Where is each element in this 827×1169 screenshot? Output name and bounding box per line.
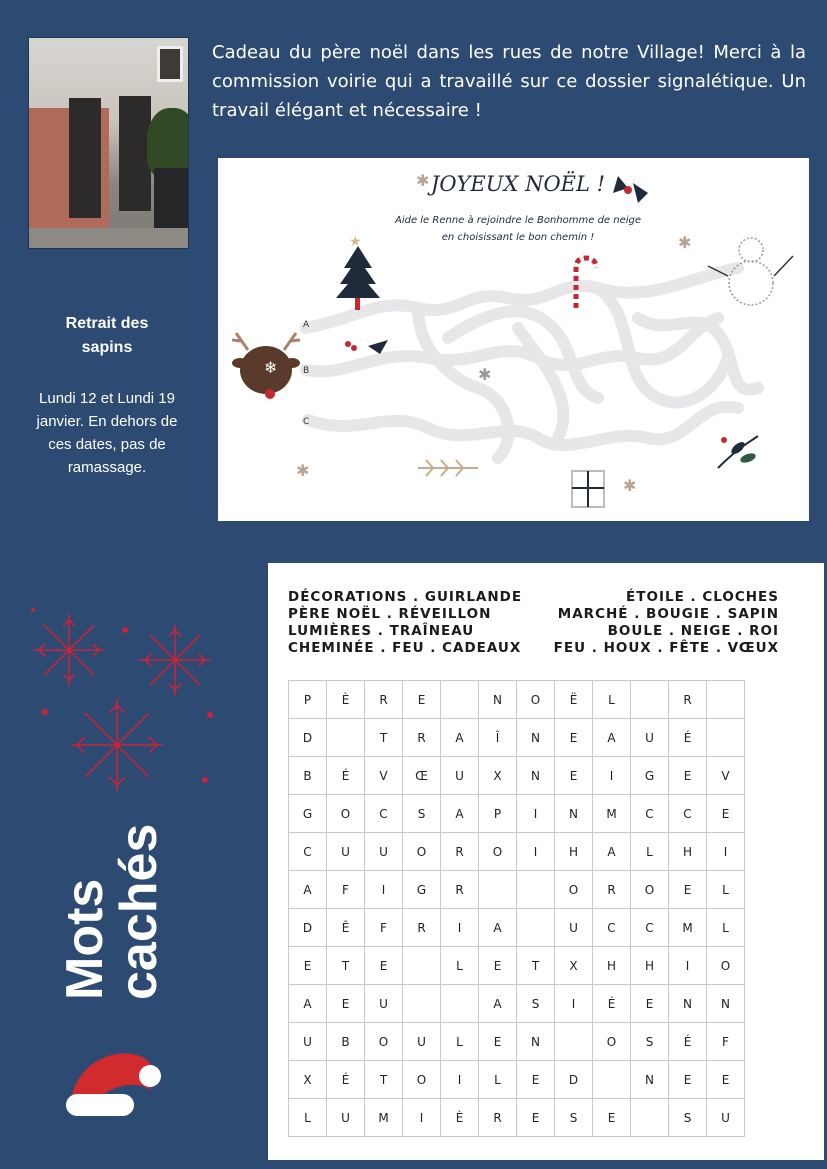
- grid-cell[interactable]: V: [365, 757, 403, 795]
- grid-cell[interactable]: X: [555, 947, 593, 985]
- grid-cell[interactable]: H: [631, 947, 669, 985]
- branch-icon: [418, 460, 478, 476]
- svg-text:✱: ✱: [416, 171, 430, 190]
- grid-cell[interactable]: E: [555, 719, 593, 757]
- grid-cell[interactable]: T: [365, 1061, 403, 1099]
- grid-cell[interactable]: D: [555, 1061, 593, 1099]
- grid-cell[interactable]: E: [289, 947, 327, 985]
- grid-cell[interactable]: A: [289, 985, 327, 1023]
- grid-cell[interactable]: N: [479, 681, 517, 719]
- grid-cell[interactable]: Œ: [403, 757, 441, 795]
- grid-cell[interactable]: G: [289, 795, 327, 833]
- grid-cell[interactable]: E: [669, 871, 707, 909]
- maze-label-c: C: [303, 417, 310, 427]
- grid-cell[interactable]: I: [365, 871, 403, 909]
- grid-cell[interactable]: N: [707, 985, 745, 1023]
- grid-cell[interactable]: T: [327, 947, 365, 985]
- grid-cell[interactable]: N: [555, 795, 593, 833]
- grid-cell[interactable]: F: [365, 909, 403, 947]
- grid-cell[interactable]: O: [479, 833, 517, 871]
- grid-cell[interactable]: R: [593, 871, 631, 909]
- svg-text:★: ★: [349, 234, 362, 250]
- grid-cell[interactable]: R: [669, 681, 707, 719]
- svg-text:✱: ✱: [478, 365, 492, 384]
- grid-cell[interactable]: É: [327, 1061, 365, 1099]
- grid-cell[interactable]: L: [441, 947, 479, 985]
- grid-cell[interactable]: E: [707, 1061, 745, 1099]
- grid-cell[interactable]: A: [479, 985, 517, 1023]
- grid-cell[interactable]: S: [669, 1099, 707, 1137]
- grid-cell[interactable]: Ë: [555, 681, 593, 719]
- grid-cell[interactable]: O: [555, 871, 593, 909]
- maze-label-b: B: [303, 366, 310, 376]
- grid-cell[interactable]: [327, 719, 365, 757]
- grid-cell[interactable]: É: [593, 985, 631, 1023]
- grid-cell[interactable]: S: [631, 1023, 669, 1061]
- grid-cell[interactable]: [441, 985, 479, 1023]
- grid-cell[interactable]: L: [593, 681, 631, 719]
- grid-cell[interactable]: M: [365, 1099, 403, 1137]
- grid-cell[interactable]: R: [479, 1099, 517, 1137]
- grid-cell[interactable]: E: [479, 947, 517, 985]
- grid-cell[interactable]: F: [707, 1023, 745, 1061]
- word-search-panel: [268, 563, 824, 1160]
- grid-cell[interactable]: O: [365, 1023, 403, 1061]
- grid-cell[interactable]: O: [707, 947, 745, 985]
- grid-cell[interactable]: T: [365, 719, 403, 757]
- grid-cell[interactable]: C: [289, 833, 327, 871]
- grid-cell[interactable]: O: [593, 1023, 631, 1061]
- intro-text: Cadeau du père noël dans les rues de notre Village! Merci à la commission voirie qui a travaillé sur ce dossier signalétique. Un travail élégant et nécessaire !: [212, 42, 806, 121]
- grid-cell[interactable]: M: [593, 795, 631, 833]
- grid-cell[interactable]: R: [403, 719, 441, 757]
- signage-photo: [28, 37, 189, 249]
- grid-cell[interactable]: U: [707, 1099, 745, 1137]
- grid-cell[interactable]: H: [669, 833, 707, 871]
- grid-cell[interactable]: E: [669, 1061, 707, 1099]
- snowflakes-decoration: [25, 600, 225, 800]
- grid-cell[interactable]: O: [631, 871, 669, 909]
- grid-cell[interactable]: A: [441, 719, 479, 757]
- grid-cell[interactable]: [555, 1023, 593, 1061]
- grid-cell[interactable]: R: [441, 833, 479, 871]
- grid-cell[interactable]: U: [631, 719, 669, 757]
- grid-cell[interactable]: X: [479, 757, 517, 795]
- grid-cell[interactable]: E: [555, 757, 593, 795]
- grid-cell[interactable]: N: [631, 1061, 669, 1099]
- gift-icon: [572, 471, 604, 507]
- grid-cell[interactable]: R: [403, 909, 441, 947]
- grid-cell[interactable]: U: [289, 1023, 327, 1061]
- grid-cell[interactable]: B: [289, 757, 327, 795]
- grid-row: [289, 871, 745, 909]
- grid-cell[interactable]: [631, 681, 669, 719]
- grid-cell[interactable]: L: [479, 1061, 517, 1099]
- grid-cell[interactable]: I: [669, 947, 707, 985]
- grid-cell[interactable]: A: [593, 833, 631, 871]
- grid-cell[interactable]: U: [403, 1023, 441, 1061]
- grid-cell[interactable]: [517, 909, 555, 947]
- grid-cell[interactable]: É: [669, 1023, 707, 1061]
- grid-cell[interactable]: I: [517, 795, 555, 833]
- grid-cell[interactable]: P: [289, 681, 327, 719]
- grid-cell[interactable]: I: [593, 757, 631, 795]
- grid-cell[interactable]: V: [707, 757, 745, 795]
- grid-cell[interactable]: È: [441, 1099, 479, 1137]
- grid-cell[interactable]: C: [669, 795, 707, 833]
- sidebar-title: Retrait des sapins: [65, 315, 149, 356]
- grid-cell[interactable]: D: [289, 719, 327, 757]
- grid-cell[interactable]: [479, 871, 517, 909]
- word-list-right: ÉTOILE . CLOCHES MARCHÉ . BOUGIE . SAPIN BOULE . NEIGE . ROI FEU . HOUX . FÊTE . VŒUX: [553, 589, 779, 656]
- grid-cell[interactable]: S: [517, 985, 555, 1023]
- grid-cell[interactable]: [631, 1099, 669, 1137]
- grid-cell[interactable]: O: [403, 833, 441, 871]
- grid-cell[interactable]: C: [631, 795, 669, 833]
- grid-cell[interactable]: C: [593, 909, 631, 947]
- santa-hat-icon: [62, 1040, 167, 1125]
- grid-row: [289, 1099, 745, 1137]
- grid-row: [289, 795, 745, 833]
- grid-cell[interactable]: U: [365, 833, 403, 871]
- grid-cell[interactable]: E: [631, 985, 669, 1023]
- grid-cell[interactable]: [403, 947, 441, 985]
- word-search-grid: [288, 680, 745, 1137]
- svg-text:❄: ❄: [264, 358, 278, 377]
- holly-icon: [613, 176, 648, 203]
- grid-cell[interactable]: R: [441, 871, 479, 909]
- grid-cell[interactable]: [403, 985, 441, 1023]
- grid-cell[interactable]: C: [631, 909, 669, 947]
- grid-row: [289, 985, 745, 1023]
- grid-cell[interactable]: C: [365, 795, 403, 833]
- grid-cell[interactable]: [707, 719, 745, 757]
- grid-cell[interactable]: L: [289, 1099, 327, 1137]
- grid-cell[interactable]: I: [707, 833, 745, 871]
- grid-row: [289, 757, 745, 795]
- grid-cell[interactable]: U: [555, 909, 593, 947]
- grid-row: [289, 681, 745, 719]
- grid-cell[interactable]: È: [327, 681, 365, 719]
- word-list-left: DÉCORATIONS . GUIRLANDE PÈRE NOËL . RÉVEILLON LUMIÈRES . TRAÎNEAU CHEMINÉE . FEU . CADEAUX: [288, 589, 523, 656]
- grid-cell[interactable]: E: [593, 1099, 631, 1137]
- grid-cell[interactable]: E: [517, 1061, 555, 1099]
- grid-cell[interactable]: É: [327, 757, 365, 795]
- grid-cell[interactable]: S: [555, 1099, 593, 1137]
- grid-cell[interactable]: I: [403, 1099, 441, 1137]
- grid-row: [289, 947, 745, 985]
- grid-cell[interactable]: L: [441, 1023, 479, 1061]
- grid-cell[interactable]: E: [707, 795, 745, 833]
- grid-cell[interactable]: N: [517, 757, 555, 795]
- holly-small-icon: [345, 340, 388, 354]
- grid-cell[interactable]: H: [555, 833, 593, 871]
- grid-cell[interactable]: N: [669, 985, 707, 1023]
- grid-cell[interactable]: L: [631, 833, 669, 871]
- grid-cell[interactable]: F: [327, 871, 365, 909]
- berries-icon: [718, 436, 758, 468]
- grid-cell[interactable]: O: [517, 681, 555, 719]
- grid-cell[interactable]: E: [479, 1023, 517, 1061]
- grid-cell[interactable]: I: [441, 1061, 479, 1099]
- grid-cell[interactable]: U: [365, 985, 403, 1023]
- grid-cell[interactable]: R: [365, 681, 403, 719]
- sidebar-text: Lundi 12 et Lundi 19 janvier. En dehors de ces dates, pas de ramassage.: [36, 390, 178, 476]
- grid-cell[interactable]: [593, 1061, 631, 1099]
- maze-label-a: A: [303, 320, 310, 330]
- grid-cell[interactable]: L: [707, 909, 745, 947]
- grid-cell[interactable]: [517, 871, 555, 909]
- grid-cell[interactable]: I: [441, 909, 479, 947]
- grid-row: [289, 719, 745, 757]
- grid-cell[interactable]: T: [517, 947, 555, 985]
- grid-cell[interactable]: P: [479, 795, 517, 833]
- grid-row: [289, 1061, 745, 1099]
- grid-cell[interactable]: U: [441, 757, 479, 795]
- grid-cell[interactable]: I: [517, 833, 555, 871]
- grid-cell[interactable]: Ê: [327, 909, 365, 947]
- maze-subtitle: Aide le Renne à rejoindre le Bonhomme de neige en choisissant le bon chemin !: [394, 215, 642, 243]
- grid-cell[interactable]: Î: [479, 719, 517, 757]
- maze-game: [218, 158, 809, 521]
- grid-cell[interactable]: G: [631, 757, 669, 795]
- grid-cell[interactable]: B: [327, 1023, 365, 1061]
- grid-cell[interactable]: A: [289, 871, 327, 909]
- svg-text:✱: ✱: [623, 476, 637, 495]
- grid-cell[interactable]: E: [517, 1099, 555, 1137]
- grid-cell[interactable]: M: [669, 909, 707, 947]
- grid-row: [289, 909, 745, 947]
- grid-cell[interactable]: A: [441, 795, 479, 833]
- grid-cell[interactable]: E: [669, 757, 707, 795]
- grid-row: [289, 833, 745, 871]
- grid-cell[interactable]: E: [403, 681, 441, 719]
- svg-text:✱: ✱: [678, 233, 692, 252]
- grid-cell[interactable]: [707, 681, 745, 719]
- grid-cell[interactable]: A: [479, 909, 517, 947]
- grid-cell[interactable]: X: [289, 1061, 327, 1099]
- grid-cell[interactable]: L: [707, 871, 745, 909]
- grid-cell[interactable]: A: [593, 719, 631, 757]
- grid-cell[interactable]: D: [289, 909, 327, 947]
- grid-cell[interactable]: G: [403, 871, 441, 909]
- grid-cell[interactable]: S: [403, 795, 441, 833]
- reindeer-icon: [232, 333, 300, 399]
- svg-text:✱: ✱: [296, 461, 310, 480]
- grid-cell[interactable]: E: [327, 985, 365, 1023]
- maze-title: JOYEUX NOËL !: [430, 172, 606, 196]
- grid-cell[interactable]: N: [517, 719, 555, 757]
- grid-cell[interactable]: O: [403, 1061, 441, 1099]
- grid-cell[interactable]: [441, 681, 479, 719]
- grid-row: [289, 1023, 745, 1061]
- grid-cell[interactable]: O: [327, 795, 365, 833]
- grid-cell[interactable]: H: [593, 947, 631, 985]
- grid-cell[interactable]: U: [327, 833, 365, 871]
- grid-cell[interactable]: É: [669, 719, 707, 757]
- grid-cell[interactable]: E: [365, 947, 403, 985]
- grid-cell[interactable]: I: [555, 985, 593, 1023]
- grid-cell[interactable]: U: [327, 1099, 365, 1137]
- grid-cell[interactable]: N: [517, 1023, 555, 1061]
